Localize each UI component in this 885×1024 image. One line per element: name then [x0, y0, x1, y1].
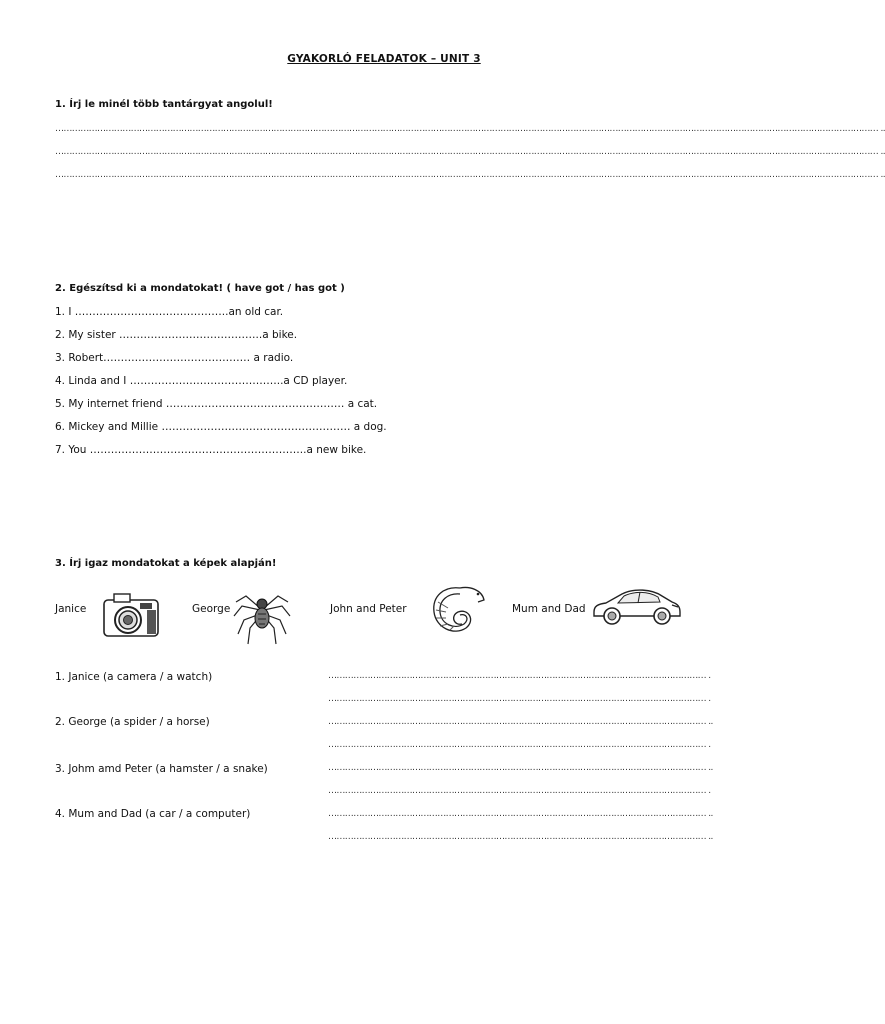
answer-line: ……………………………………………………………………………………………………………………… . — [328, 740, 711, 750]
answer-line: …………………………………………………………………………………………………………………………………………………………………………………………………………………………………………………………………… .. — [55, 170, 885, 180]
worksheet-title: GYAKORLÓ FELADATOK – UNIT 3 — [287, 53, 481, 65]
spider-icon — [232, 582, 292, 646]
section-1-heading: 1. Írj le minél több tantárgyat angolul! — [55, 99, 273, 110]
section-2-heading: 2. Egészítsd ki a mondatokat! ( have got / has got ) — [55, 283, 345, 294]
sentence-item: 5. My internet friend …………………………………………… a cat. — [55, 398, 378, 410]
answer-line: ……………………………………………………………………………………………………………………… . — [328, 694, 711, 704]
sentence-item: 4. Linda and I ……………………………………..a CD player. — [55, 375, 348, 387]
answer-line: ……………………………………………………………………………………………………………………… .. — [328, 763, 713, 773]
sentence-item: 6. Mickey and Millie ……………………………………………… a dog. — [55, 421, 387, 433]
section-3-heading: 3. Írj igaz mondatokat a képek alapján! — [55, 558, 277, 569]
person-name: George — [192, 603, 231, 615]
prompt-item: 2. George (a spider / a horse) — [55, 716, 210, 728]
prompt-item: 4. Mum and Dad (a car / a computer) — [55, 808, 251, 820]
answer-line: ……………………………………………………………………………………………………………………… . — [328, 671, 711, 681]
sentence-item: 1. I ……………………………………..an old car. — [55, 306, 284, 318]
prompt-item: 3. Johm amd Peter (a hamster / a snake) — [55, 763, 268, 775]
camera-icon — [100, 588, 162, 640]
answer-line: ……………………………………………………………………………………………………………………… . — [328, 786, 711, 796]
person-name: John and Peter — [330, 603, 407, 615]
answer-line: ……………………………………………………………………………………………………………………… .. — [328, 717, 713, 727]
snake-icon — [424, 582, 488, 644]
answer-line: ……………………………………………………………………………………………………………………… .. — [328, 809, 713, 819]
sentence-item: 7. You ……………………………………………………..a new bike. — [55, 444, 367, 456]
answer-line: …………………………………………………………………………………………………………………………………………………………………………………………………………………………………………………………………… .. — [55, 124, 885, 134]
person-name: Janice — [55, 603, 87, 615]
answer-line: ……………………………………………………………………………………………………………………… .. — [328, 832, 713, 842]
answer-line: …………………………………………………………………………………………………………………………………………………………………………………………………………………………………………………………………… .. — [55, 147, 885, 157]
sentence-item: 2. My sister …………………………………..a bike. — [55, 329, 298, 341]
person-name: Mum and Dad — [512, 603, 586, 615]
sentence-item: 3. Robert…………………………………… a radio. — [55, 352, 294, 364]
prompt-item: 1. Janice (a camera / a watch) — [55, 671, 213, 683]
car-icon — [588, 574, 684, 634]
